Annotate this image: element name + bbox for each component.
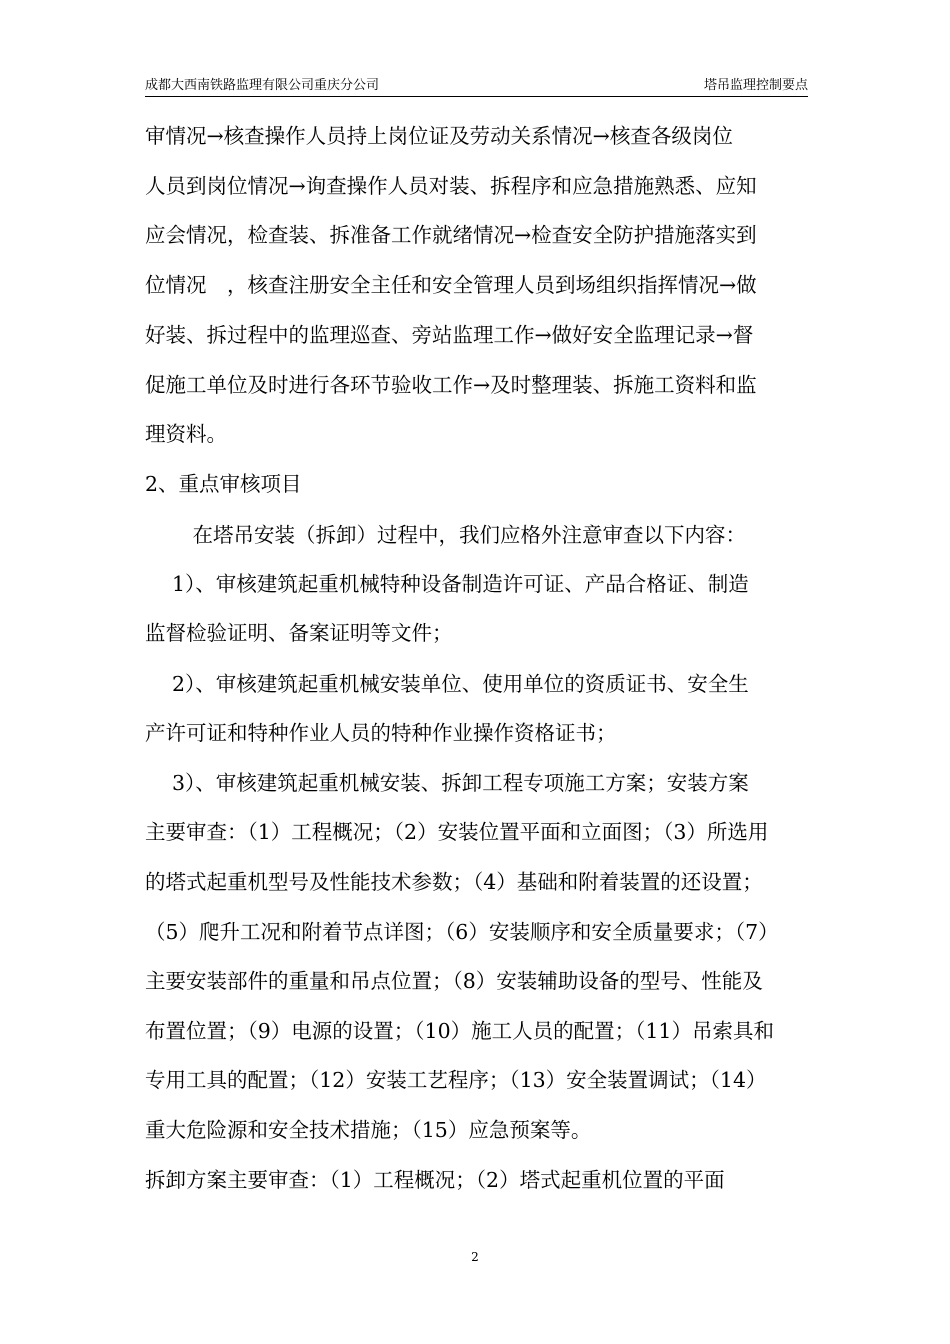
page-header [145, 72, 808, 97]
body-line: 审情况→核查操作人员持上岗位证及劳动关系情况→核查各级岗位 [145, 124, 733, 148]
body-line: 重大危险源和安全技术措施；（15）应急预案等。 [145, 1118, 592, 1142]
body-line: （5）爬升工况和附着节点详图；（6）安装顺序和安全质量要求；（7） [145, 920, 779, 944]
body-line: 促施工单位及时进行各环节验收工作→及时整理装、拆施工资料和监 [145, 373, 757, 397]
body-line: 应会情况，检查装、拆准备工作就绪情况→检查安全防护措施落实到 [145, 223, 757, 247]
body-line: 布置位置；（9）电源的设置；（10）施工人员的配置；（11）吊索具和 [145, 1019, 774, 1043]
header-doc-title: 塔吊监理控制要点 [703, 78, 808, 93]
body-line: 的塔式起重机型号及性能技术参数；（4）基础和附着装置的还设置； [145, 870, 763, 894]
body-line: 人员到岗位情况→询查操作人员对装、拆程序和应急措施熟悉、应知 [145, 174, 757, 198]
header-company: 成都大西南铁路监理有限公司重庆分公司 [145, 78, 380, 93]
body-line: 拆卸方案主要审查：（1）工程概况；（2）塔式起重机位置的平面 [145, 1168, 725, 1192]
body-line: 位情况 ，核查注册安全主任和安全管理人员到场组织指挥情况→做 [145, 273, 757, 297]
body-line: 理资料。 [145, 422, 227, 446]
body-line: 1）、审核建筑起重机械特种设备制造许可证、产品合格证、制造 [145, 572, 749, 596]
body-line: 主要审查：（1）工程概况；（2）安装位置平面和立面图；（3）所选用 [145, 820, 769, 844]
body-line: 2）、审核建筑起重机械安装单位、使用单位的资质证书、安全生 [145, 672, 749, 696]
body-line: 在塔吊安装（拆卸）过程中，我们应格外注意审查以下内容： [145, 523, 747, 547]
body-line: 主要安装部件的重量和吊点位置；（8）安装辅助设备的型号、性能及 [145, 969, 763, 993]
body-line: 3）、审核建筑起重机械安装、拆卸工程专项施工方案；安装方案 [145, 771, 749, 795]
section-heading: 2、重点审核项目 [145, 472, 302, 496]
body-line: 产许可证和特种作业人员的特种作业操作资格证书； [145, 721, 617, 745]
body-line: 专用工具的配置；（12）安装工艺程序；（13）安全装置调试；（14） [145, 1068, 767, 1092]
page-number: 2 [471, 1250, 479, 1264]
body-line: 监督检验证明、备案证明等文件； [145, 621, 453, 645]
body-line: 好装、拆过程中的监理巡查、旁站监理工作→做好安全监理记录→督 [145, 323, 754, 347]
